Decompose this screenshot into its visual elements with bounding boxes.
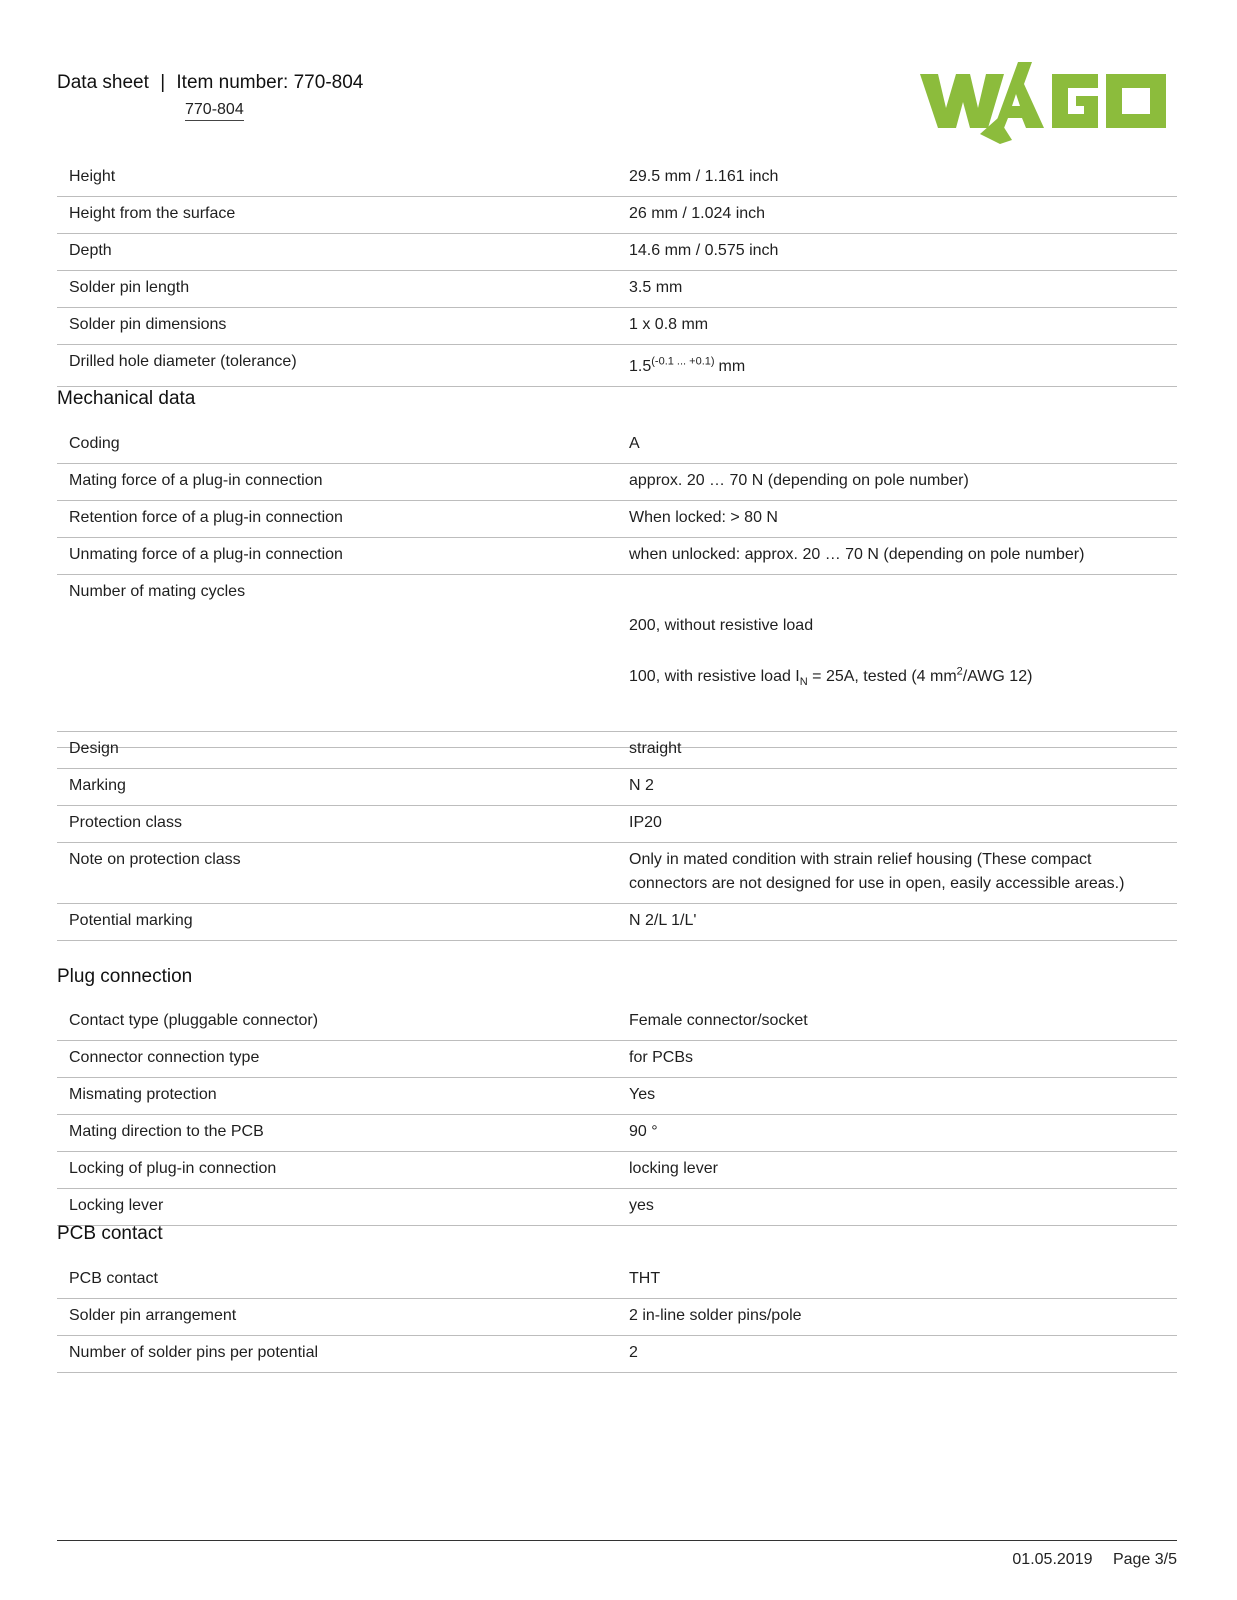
property-label: Marking [69,777,126,794]
table-row [57,538,1177,575]
property-label: Unmating force of a plug-in connection [69,546,343,563]
table-row [57,308,1177,345]
property-value: when unlocked: approx. 20 … 70 N (depending on pole number) [629,546,1085,563]
property-label: Retention force of a plug-in connection [69,509,343,526]
page-number: Page 3/5 [1112,1551,1177,1568]
table-row [57,769,1177,806]
item-number-link[interactable]: 770-804 [185,101,244,121]
mating-cycles-line-1: 200, without resistive load [629,617,814,634]
property-label: Mating force of a plug-in connection [69,472,323,489]
plug-table [57,1004,1177,1226]
property-value [617,575,1177,748]
property-label: Height [69,168,116,185]
table-row [57,1152,1177,1189]
property-label: Potential marking [69,912,193,929]
property-value: $1.5^{(-0.1 ... +0.1)}$ mm [629,355,746,375]
property-value: 90 ° [629,1123,658,1140]
table-row [57,197,1177,234]
section-title-pcb: PCB contact [57,1223,163,1244]
table-row [57,1115,1177,1152]
pcb-table [57,1262,1177,1373]
item-number-title: Item number: 770-804 [176,72,364,93]
property-value: THT [629,1270,661,1287]
property-label: PCB contact [69,1270,158,1287]
doc-label: Data sheet [57,72,149,93]
property-label: Connector connection type [69,1049,260,1066]
table-row [57,843,1177,904]
property-value: 14.6 mm / 0.575 inch [629,242,779,259]
property-label: Note on protection class [69,851,241,868]
footer-date: 01.05.2019 [1012,1551,1093,1568]
property-value: for PCBs [629,1049,694,1066]
table-row [57,427,1177,464]
table-row [57,1189,1177,1226]
table-row [57,464,1177,501]
table-row [57,271,1177,308]
table-row [57,501,1177,538]
property-value: approx. 20 … 70 N (depending on pole number) [629,472,969,489]
property-value: IP20 [629,814,662,831]
wago-logo-icon [920,58,1176,144]
table-row [57,1262,1177,1299]
property-value: 29.5 mm / 1.161 inch [629,168,779,185]
table-row [57,1041,1177,1078]
property-value: locking lever [629,1160,718,1177]
table-row [57,1336,1177,1373]
property-label: Coding [69,435,120,452]
page-title [57,72,363,94]
property-label: Protection class [69,814,182,831]
property-value: 2 in-line solder pins/pole [629,1307,802,1324]
table-row [57,575,1177,748]
property-value: yes [629,1197,654,1214]
property-value: A [629,435,640,452]
property-value: Yes [629,1086,656,1103]
property-value: 3.5 mm [629,279,683,296]
title-separator: | [160,72,166,93]
mechanical-table-2 [57,731,1177,941]
property-label: Locking lever [69,1197,164,1214]
property-value: 1 x 0.8 mm [629,316,709,333]
property-label: Locking of plug-in connection [69,1160,277,1177]
property-label: Drilled hole diameter (tolerance) [69,353,297,370]
property-value: Only in mated condition with strain relief housing (These compact connectors are not designed for use in open, easily accessible areas.) [629,851,1125,892]
property-value: Female connector/socket [629,1012,808,1029]
section-title-plug: Plug connection [57,966,193,987]
table-row [57,904,1177,941]
property-label: Solder pin dimensions [69,316,227,333]
section-title-mechanical: Mechanical data [57,388,196,409]
property-label: Number of mating cycles [69,583,246,600]
property-value: 2 [629,1344,638,1361]
property-label: Contact type (pluggable connector) [69,1012,319,1029]
property-label: Mismating protection [69,1086,217,1103]
table-row [57,806,1177,843]
table-row [57,1004,1177,1041]
property-value: N 2 [629,777,654,794]
property-label: Mating direction to the PCB [69,1123,264,1140]
property-label: Number of solder pins per potential [69,1344,319,1361]
property-label: Depth [69,242,112,259]
mating-cycles-line-2: 100, with resistive load $I_N = 25A$, tested (4 $mm^2$/AWG 12) [629,665,1033,689]
dimensions-table [57,160,1177,387]
mechanical-table [57,427,1177,748]
property-label: Height from the surface [69,205,236,222]
property-value: 26 mm / 1.024 inch [629,205,766,222]
property-label: Solder pin arrangement [69,1307,237,1324]
footer-divider [57,1540,1177,1541]
table-row [57,345,1177,387]
table-row [57,732,1177,769]
property-label: Design [69,740,119,757]
property-value: When locked: > 80 N [629,509,778,526]
table-row [57,1078,1177,1115]
property-label: Solder pin length [69,279,190,296]
table-row [57,234,1177,271]
table-row [57,1299,1177,1336]
footer [1012,1551,1177,1569]
property-value: N 2/L 1/L' [629,912,697,929]
table-row [57,160,1177,197]
property-value: straight [629,740,682,757]
